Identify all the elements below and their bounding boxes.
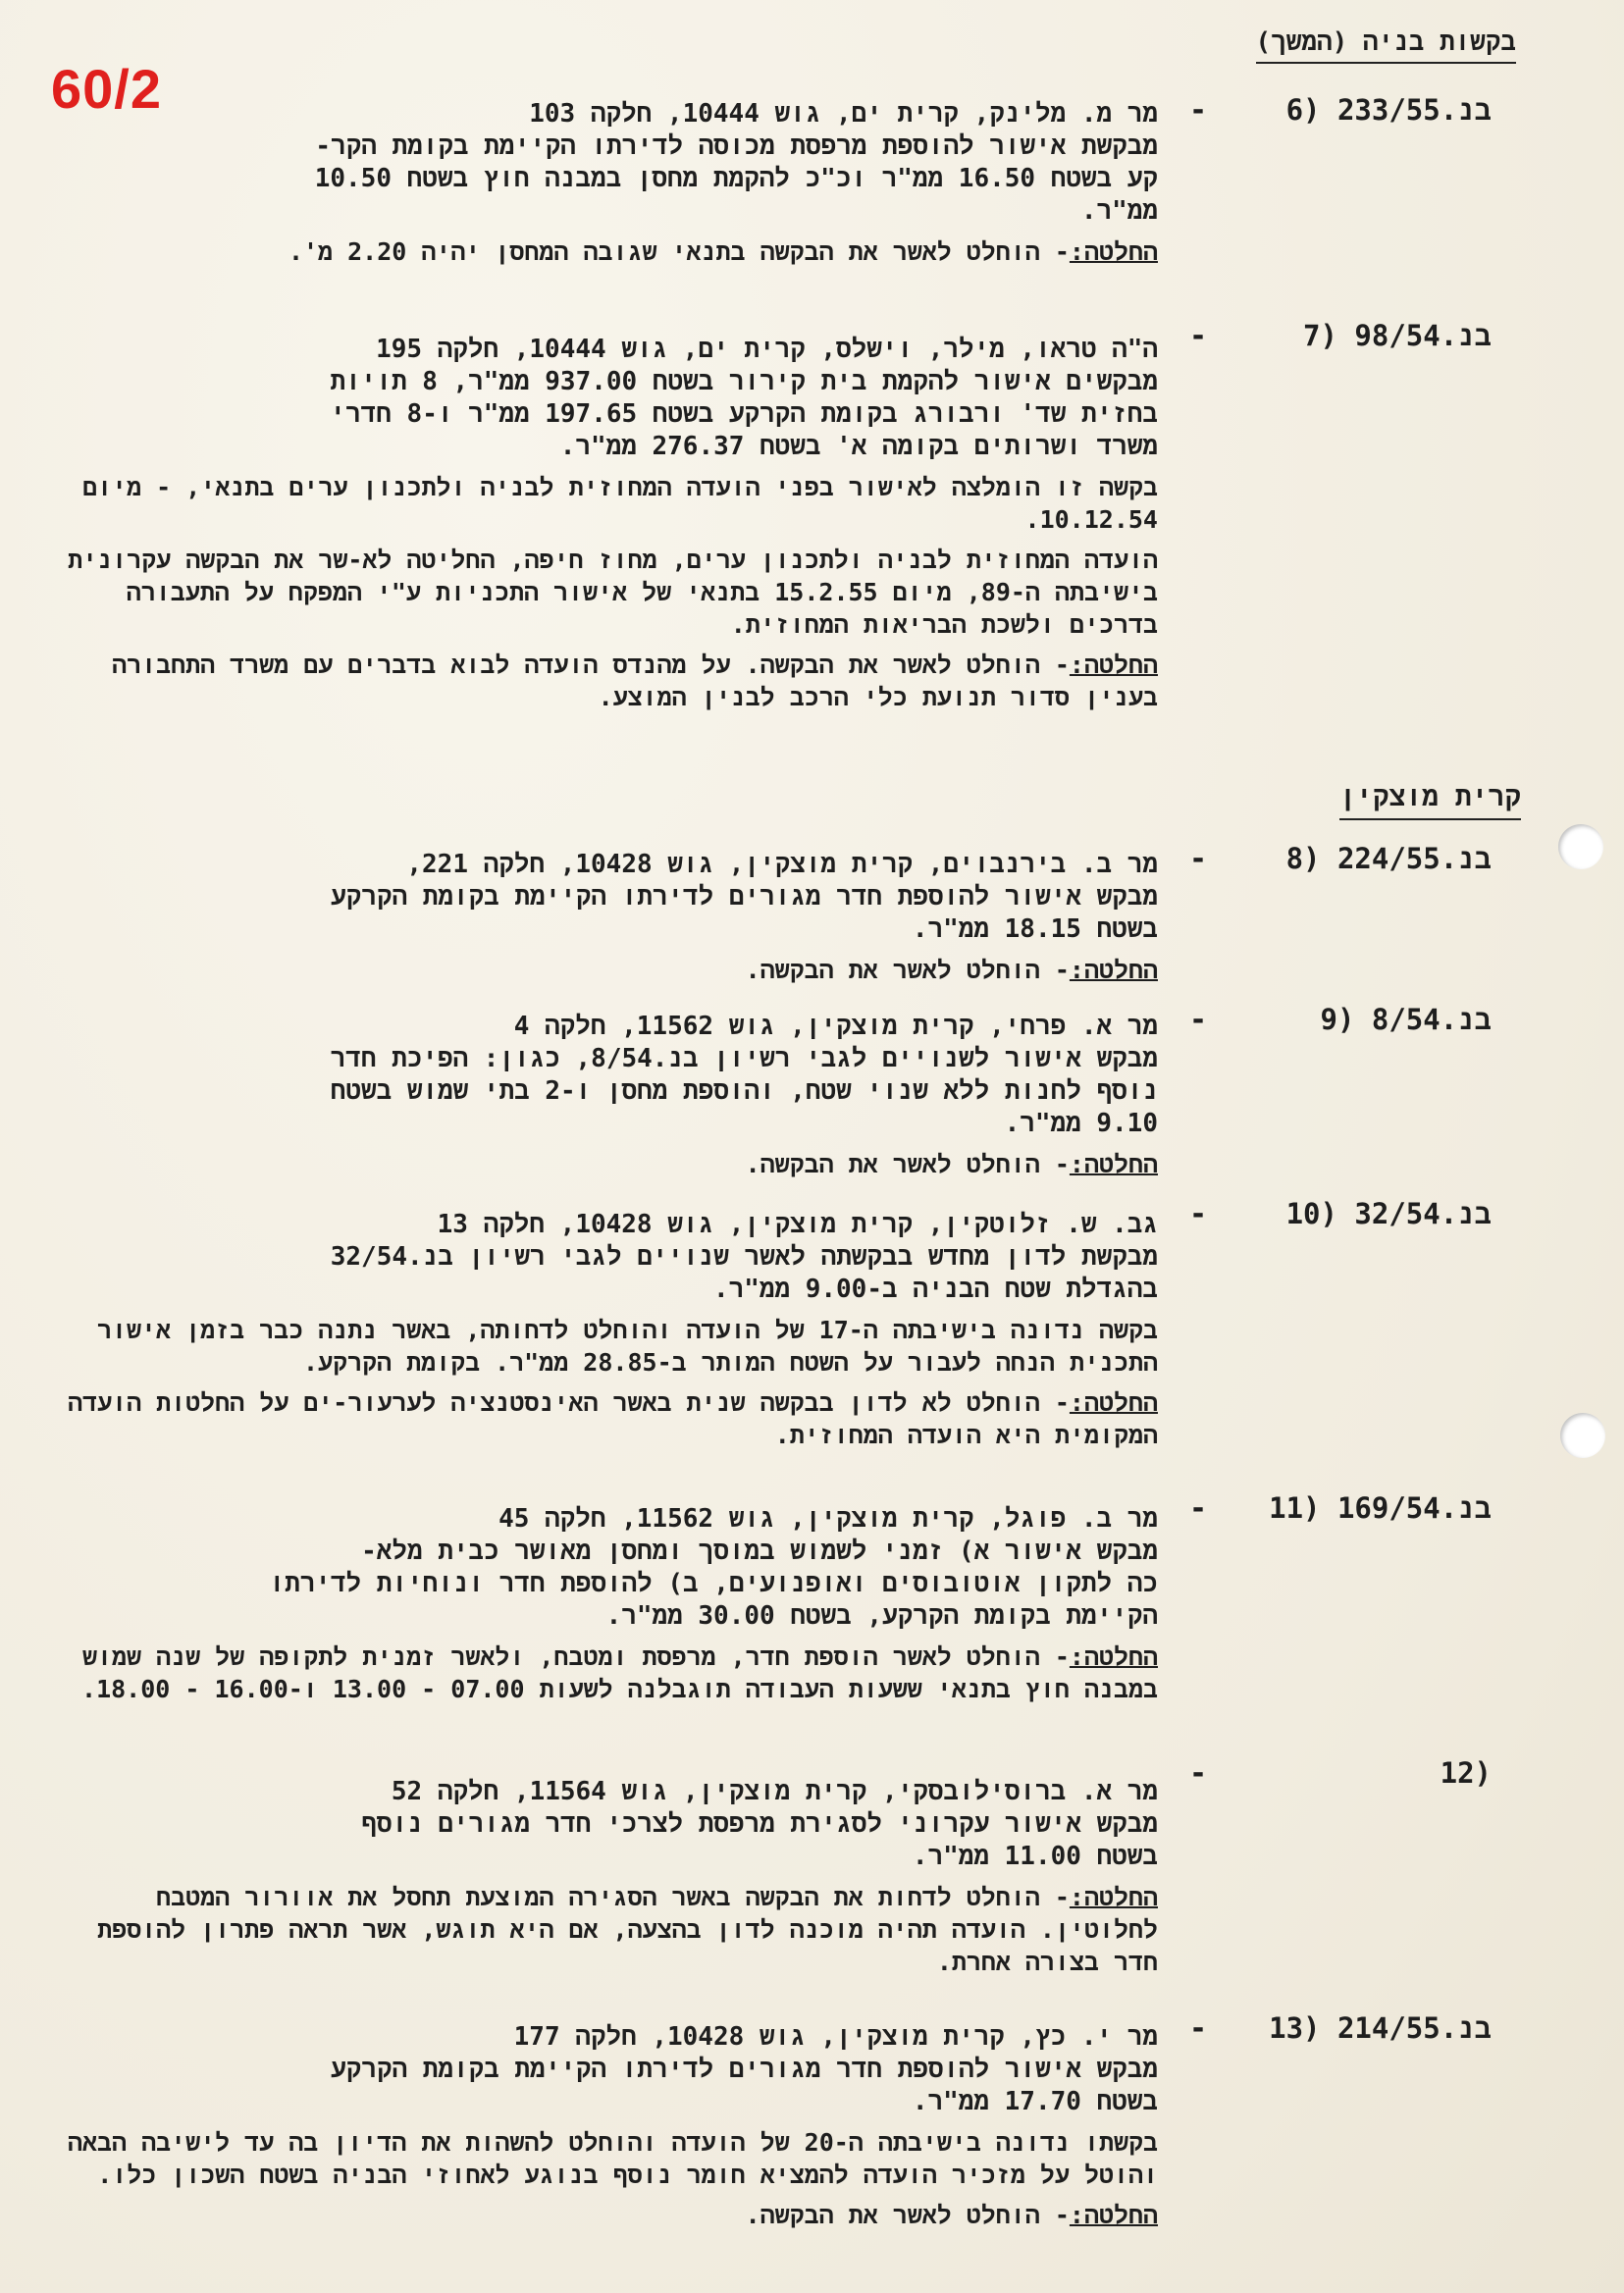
request-line: משרד ושרותים בקומה א' בשטח 276.37 ממ"ר. <box>559 432 1158 461</box>
request-line: מבקש אישור להוספת חדר מגורים לדירתו הקיימת בקומת הקרקע <box>331 2055 1158 2084</box>
note-paragraph: בקשתו נדונה בישיבתה ה-20 של הועדה והוחלט להשהות את הדיון בה עד לישיבה הבאה והוטל על מזכיר הועדה להמציא חומר נוסף בנוגע לאחוזי הבניה בשטח השכון כלו. <box>68 2128 1158 2189</box>
applicant-line: גב. ש. זלוטקין, קרית מוצקין, גוש 10428, חלקה 13 <box>437 1210 1158 1239</box>
decision-text: - הוחלט לא לדון בבקשה שנית באשר האינסטנציה לערעור-ים על החלטות הועדה המקומית היא הועדה המחוזית. <box>68 1388 1158 1449</box>
request-line: בהגדלת שטח הבניה ב-9.00 ממ"ר. <box>712 1275 1158 1304</box>
note-paragraph: בקשה נדונה בישיבתה ה-17 של הועדה והוחלט לדחותה, באשר נתנה כבר בזמן אישור התכנית הנחה לעבור על השטח המותר ב-28.85 ממ"ר. בקומת הקרקע. <box>97 1316 1158 1377</box>
page-number-stamp: 60/2 <box>51 58 162 120</box>
applicant-line: מר ב. פוגל, קרית מוצקין, גוש 11562, חלקה 45 <box>498 1504 1158 1534</box>
request-line: ממ"ר. <box>1080 196 1158 226</box>
decision-label: החלטה: <box>1069 1883 1158 1911</box>
note-paragraph: הועדה המחוזית לבניה ולתכנון ערים, מחוז חיפה, החליטה לא-שר את הבקשה עקרונית בישיבתה ה-89, מיום 15.2.55 בתנאי של אישור התכניות ע"י המפקח על התעבורה בדרכים ולשכת הבריאות המחוזית. <box>68 546 1158 639</box>
case-number: 10) בנ.32/54 <box>1285 1197 1492 1230</box>
punch-hole <box>1558 824 1603 869</box>
punch-hole <box>1560 1413 1605 1458</box>
applicant-line: מר מ. מלינק, קרית ים, גוש 10444, חלקה 103 <box>529 99 1158 129</box>
decision-label: החלטה: <box>1069 1642 1158 1671</box>
separator-dash: - <box>1188 842 1207 876</box>
case-item <box>49 1503 1158 1705</box>
decision <box>49 1641 1158 1705</box>
separator-dash: - <box>1188 1003 1207 1037</box>
request-line: מבקש אישור לשנויים לגבי רשיון בנ.8/54, כגון: הפיכת חדר <box>330 1044 1158 1073</box>
case-number: 13) בנ.214/55 <box>1269 2011 1492 2045</box>
request-line: הקיימת בקומת הקרקע, בשטח 30.00 ממ"ר. <box>605 1601 1158 1631</box>
decision-text: - הוחלט לאשר את הבקשה. <box>745 2201 1070 2229</box>
decision <box>49 1148 1158 1180</box>
decision-label: החלטה: <box>1069 956 1158 984</box>
case-item <box>49 1011 1158 1180</box>
case-number: 7) בנ.98/54 <box>1303 319 1492 352</box>
decision <box>49 2199 1158 2231</box>
case-item <box>49 1776 1158 1978</box>
request-line: בשטח 18.15 ממ"ר. <box>912 914 1158 944</box>
decision-text: - הוחלט לאשר את הבקשה. <box>745 1150 1070 1178</box>
request-line: בשטח 11.00 ממ"ר. <box>912 1842 1158 1871</box>
separator-dash: - <box>1188 1491 1207 1526</box>
decision-label: החלטה: <box>1069 1388 1158 1417</box>
request-line: נוסף לחנות ללא שנוי שטח, והוספת מחסן ו-2 בתי שמוש בשטח <box>330 1076 1158 1106</box>
section-title: קרית מוצקין <box>1339 780 1521 820</box>
request-line: מבקש אישור א) זמני לשמוש במוסך ומחסן מאושר כבית מלא- <box>361 1537 1158 1566</box>
case-item <box>49 1209 1158 1451</box>
applicant-line: מר י. כץ, קרית מוצקין, גוש 10428, חלקה 177 <box>513 2022 1158 2052</box>
case-number: 6) בנ.233/55 <box>1285 93 1492 127</box>
request-line: מבקשת לדון מחדש בבקשתה לאשר שנויים לגבי רשיון בנ.32/54 <box>330 1242 1158 1272</box>
decision-text: - הוחלט לאשר את הבקשה. על מהנדס הועדה לבוא בדברים עם משרד התחבורה בענין סדור תנועת כלי הרכב לבנין המוצע. <box>112 651 1158 711</box>
decision <box>49 649 1158 713</box>
decision-label: החלטה: <box>1069 237 1158 266</box>
request-line: קע בשטח 16.50 ממ"ר וכ"כ להקמת מחסן במבנה חוץ בשטח 10.50 <box>314 164 1158 193</box>
applicant-line: מר א. ברוסילובסקי, קרית מוצקין, גוש 11564, חלקה 52 <box>391 1777 1158 1806</box>
decision-label: החלטה: <box>1069 2201 1158 2229</box>
decision-label: החלטה: <box>1069 651 1158 679</box>
case-item <box>49 98 1158 268</box>
decision <box>49 1386 1158 1451</box>
request-line: מבקשים אישור להקמת בית קירור בשטח 937.00 ממ"ר, 8 תויות <box>330 367 1158 396</box>
separator-dash: - <box>1188 319 1207 353</box>
decision-text: - הוחלט לאשר את הבקשה. <box>745 956 1070 984</box>
decision-label: החלטה: <box>1069 1150 1158 1178</box>
request-line: מבקשת אישור להוספת מרפסת מכוסה לדירתו הקיימת בקומת הקר- <box>315 131 1158 161</box>
case-number: 8) בנ.224/55 <box>1285 842 1492 875</box>
applicant-line: מר א. פרחי, קרית מוצקין, גוש 11562, חלקה 4 <box>513 1012 1158 1041</box>
case-item <box>49 849 1158 986</box>
decision <box>49 235 1158 268</box>
case-item <box>49 2021 1158 2231</box>
decision-text: - הוחלט לדחות את הבקשה באשר הסגירה המוצעת תחסל את אוורור המטבח לחלוטין. הועדה תהיה מוכנה לדון בהצעה, אם היא תוגש, אשר תראה פתרון להוספת חדר בצורה אחרת. <box>97 1883 1158 1976</box>
request-line: כה לתקון אוטובוסים ואופנועים, ב) להוספת חדר ונוחיות לדירתו <box>269 1569 1158 1598</box>
case-number: 12) <box>1440 1756 1492 1790</box>
case-item <box>49 334 1158 713</box>
applicant-line: ה"ה טראו, מילר, וישלס, קרית ים, גוש 10444, חלקה 195 <box>376 335 1158 364</box>
separator-dash: - <box>1188 1197 1207 1231</box>
applicant-line: מר ב. בירנבוים, קרית מוצקין, גוש 10428, חלקה 221, <box>406 850 1158 879</box>
separator-dash: - <box>1188 93 1207 128</box>
case-number: 9) בנ.8/54 <box>1320 1003 1492 1036</box>
decision-text: - הוחלט לאשר הוספת חדר, מרפסת ומטבח, ולאשר זמנית לתקופה של שנה שמוש במבנה חוץ בתנאי ששעות העבודה תוגבלנה לשעות 07.00 - 13.00 ו-16.00 - 18.00. <box>81 1642 1158 1703</box>
request-line: בשטח 17.70 ממ"ר. <box>912 2087 1158 2116</box>
decision <box>49 1881 1158 1978</box>
request-line: בחזית שד' ורבורג בקומת הקרקע בשטח 197.65 ממ"ר ו-8 חדרי <box>330 399 1158 429</box>
decision-text: - הוחלט לאשר את הבקשה בתנאי שגובה המחסן יהיה 2.20 מ'. <box>288 237 1070 266</box>
page-header: בקשות בניה (המשך) <box>1256 27 1516 64</box>
case-number: 11) בנ.169/54 <box>1269 1491 1492 1525</box>
decision <box>49 954 1158 986</box>
note-paragraph: בקשה זו הומלצה לאישור בפני הועדה המחוזית לבניה ולתכנון ערים בתנאי, - מיום 10.12.54. <box>82 473 1158 534</box>
request-line: מבקש אישור עקרוני לסגירת מרפסת לצרכי חדר מגורים נוסף <box>361 1809 1158 1839</box>
separator-dash: - <box>1188 1756 1207 1791</box>
request-line: מבקש אישור להוספת חדר מגורים לדירתו הקיימת בקומת הקרקע <box>331 882 1158 912</box>
request-line: 9.10 ממ"ר. <box>1004 1109 1158 1138</box>
separator-dash: - <box>1188 2011 1207 2046</box>
